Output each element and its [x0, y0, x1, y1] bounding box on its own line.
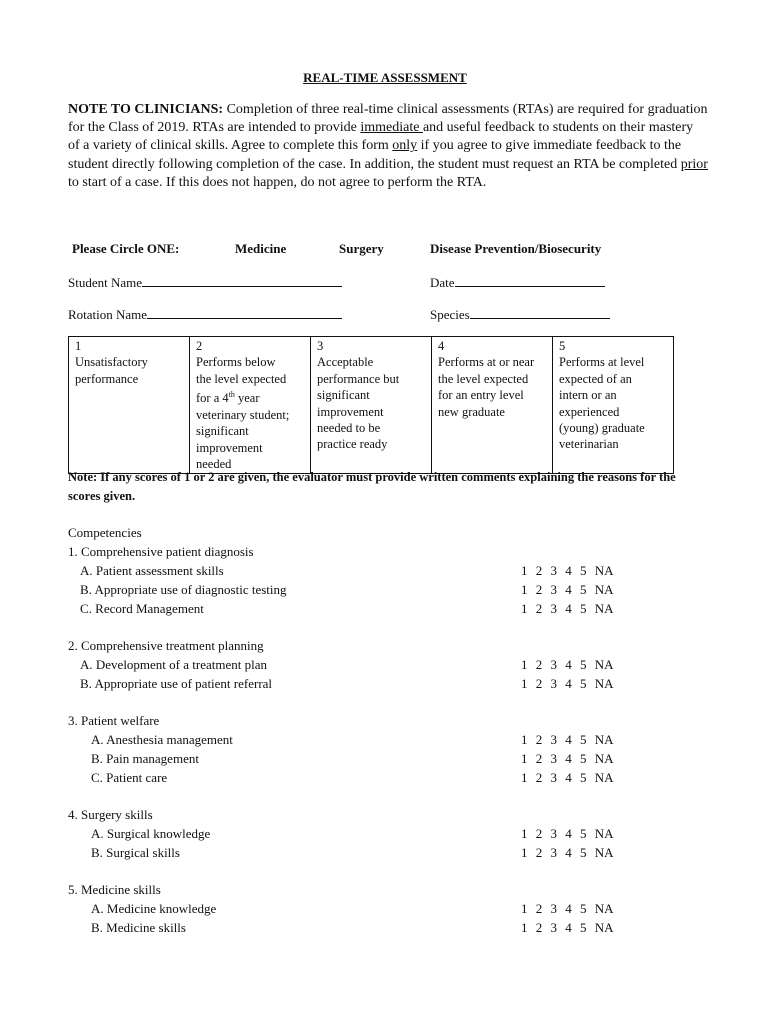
note-text-2: and useful feedback to students on their mastery of a variety of clinical skills. Agree to complete this form — [68, 120, 694, 154]
item-anesthesia: A. Anesthesia management — [91, 732, 233, 747]
rotation-name-label: Rotation Name — [68, 307, 148, 322]
scale-number: 4 — [438, 339, 445, 353]
item-diagnostic-testing: B. Appropriate use of diagnostic testing — [80, 582, 287, 597]
date-line[interactable] — [455, 273, 605, 287]
option-surgery[interactable]: Surgery — [339, 241, 384, 256]
scale-sup-post: year — [234, 391, 260, 406]
rating-options[interactable]: 1 2 3 4 5 NA — [521, 676, 614, 691]
score-note: Note: If any scores of 1 or 2 are given, the evaluator must provide written comments explaining the reasons for the scores given. — [68, 470, 676, 503]
item-patient-assessment: A. Patient assessment skills — [80, 563, 224, 578]
date-field[interactable] — [430, 273, 605, 291]
scale-sup: th — [228, 390, 235, 400]
scale-line: intern or an — [559, 388, 617, 403]
scale-line: significant — [196, 424, 249, 439]
note-underline-prior: prior — [680, 156, 708, 172]
group-title-diagnosis: 1. Comprehensive patient diagnosis — [68, 544, 254, 559]
scale-line: Unsatisfactory — [75, 355, 148, 370]
rating-options[interactable]: 1 2 3 4 5 NA — [521, 770, 614, 785]
scale-cell-3 — [311, 337, 432, 474]
item-record-management: C. Record Management — [80, 601, 204, 616]
note-underline-only: only — [392, 138, 418, 154]
rating-options[interactable]: 1 2 3 4 5 NA — [521, 582, 614, 597]
scale-line: improvement — [196, 440, 263, 455]
scale-line: veterinarian — [559, 437, 619, 452]
rating-options[interactable]: 1 2 3 4 5 NA — [521, 732, 614, 747]
species-label: Species — [430, 307, 470, 322]
item-medicine-knowledge: A. Medicine knowledge — [91, 901, 217, 916]
rating-options[interactable]: 1 2 3 4 5 NA — [521, 563, 614, 578]
student-name-label: Student Name — [68, 275, 143, 290]
note-text-4: to start of a case. If this does not happen, do not agree to perform the RTA. — [68, 174, 487, 190]
item-medicine-skills: B. Medicine skills — [91, 920, 186, 935]
scale-line-4th-year — [196, 387, 304, 407]
scale-number: 5 — [559, 339, 566, 353]
scale-cell-2 — [190, 337, 311, 474]
scale-line: Performs at level — [559, 355, 645, 370]
item-surgical-skills: B. Surgical skills — [91, 845, 180, 860]
scale-line: practice ready — [317, 437, 388, 452]
scale-number: 1 — [75, 339, 82, 353]
circle-one-label: Please Circle ONE: — [72, 241, 180, 256]
note-underline-immediate: immediate — [360, 120, 423, 136]
note-text-1: Completion of three real-time clinical assessments (RTAs) are required for graduation for the Class of 2019. RTAs are intended to provide — [68, 102, 708, 136]
scale-line: needed — [196, 457, 232, 471]
rating-options[interactable]: 1 2 3 4 5 NA — [521, 657, 614, 672]
item-treatment-plan: A. Development of a treatment plan — [80, 657, 267, 672]
scale-line: needed to be — [317, 421, 381, 436]
scale-number: 3 — [317, 339, 324, 353]
scale-line: performance but — [317, 371, 400, 386]
scale-line: the level expected — [438, 371, 529, 386]
scale-line: expected of an — [559, 371, 632, 386]
rotation-name-field[interactable] — [68, 305, 342, 323]
species-field[interactable] — [430, 305, 610, 323]
scale-sup-pre: for a 4 — [196, 391, 229, 406]
note-text-3: if you agree to give immediate feedback to the student directly following completion of the case. In addition, the student must request an RTA be completed — [68, 138, 682, 172]
rating-scale-table — [68, 336, 674, 474]
scale-line: (young) graduate — [559, 421, 645, 436]
rating-options[interactable]: 1 2 3 4 5 NA — [521, 845, 614, 860]
scale-number: 2 — [196, 339, 203, 353]
date-label: Date — [430, 275, 455, 290]
rating-options[interactable]: 1 2 3 4 5 NA — [521, 826, 614, 841]
item-surgical-knowledge: A. Surgical knowledge — [91, 826, 211, 841]
scale-line: Performs at or near — [438, 355, 535, 370]
scale-cell-5 — [553, 337, 674, 474]
group-title-treatment: 2. Comprehensive treatment planning — [68, 638, 264, 653]
scale-line: the level expected — [196, 371, 287, 386]
scale-cell-1 — [69, 337, 190, 474]
scale-line: Performs below — [196, 355, 276, 370]
option-disease-prevention[interactable]: Disease Prevention/Biosecurity — [430, 241, 602, 256]
scale-line: experienced — [559, 404, 620, 419]
competencies-heading: Competencies — [68, 525, 142, 540]
scale-line: new graduate — [438, 404, 505, 419]
clinician-note — [68, 101, 708, 192]
page-title: REAL-TIME ASSESSMENT — [303, 70, 467, 85]
scale-cell-4 — [432, 337, 553, 474]
rating-options[interactable]: 1 2 3 4 5 NA — [521, 901, 614, 916]
rating-options[interactable]: 1 2 3 4 5 NA — [521, 751, 614, 766]
species-line[interactable] — [470, 305, 610, 319]
scale-line: significant — [317, 388, 370, 403]
item-pain-management: B. Pain management — [91, 751, 199, 766]
scale-line: improvement — [317, 404, 384, 419]
scale-line: for an entry level — [438, 388, 524, 403]
student-name-line[interactable] — [142, 273, 342, 287]
scale-line: veterinary student; — [196, 407, 290, 422]
item-patient-care: C. Patient care — [91, 770, 168, 785]
group-title-welfare: 3. Patient welfare — [68, 713, 160, 728]
scale-line: performance — [75, 371, 139, 386]
group-title-surgery: 4. Surgery skills — [68, 807, 153, 822]
rotation-name-line[interactable] — [147, 305, 342, 319]
group-title-medicine: 5. Medicine skills — [68, 882, 161, 897]
option-medicine[interactable]: Medicine — [235, 241, 287, 256]
student-name-field[interactable] — [68, 273, 342, 291]
item-patient-referral: B. Appropriate use of patient referral — [80, 676, 273, 691]
note-lead: NOTE TO CLINICIANS: — [68, 102, 224, 117]
rating-options[interactable]: 1 2 3 4 5 NA — [521, 920, 614, 935]
scale-line: Acceptable — [317, 355, 374, 370]
rating-options[interactable]: 1 2 3 4 5 NA — [521, 601, 614, 616]
